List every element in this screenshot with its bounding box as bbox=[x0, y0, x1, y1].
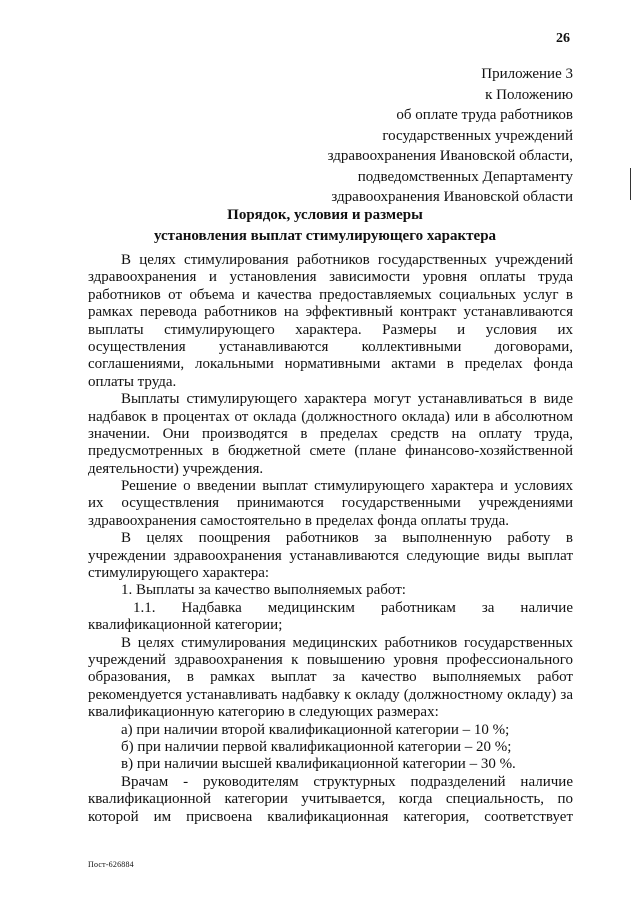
text-line: предусмотренных в бюджетной смете (плане финансово-хозяйственной bbox=[88, 443, 573, 460]
appendix-line: государственных учреждений bbox=[382, 127, 573, 144]
appendix-line: здравоохранения Ивановской области, bbox=[327, 148, 573, 164]
margin-mark bbox=[630, 168, 631, 200]
text-line: Выплаты стимулирующего характера могут устанавливаться в виде bbox=[121, 391, 573, 408]
text-line: квалификационной категории учитывается, когда специальность, по bbox=[88, 791, 573, 808]
text-line: деятельности) учреждения. bbox=[88, 460, 264, 477]
appendix-line: Приложение 3 bbox=[481, 66, 573, 82]
text-line: здравоохранения и установления зависимости уровня оплаты труда bbox=[88, 269, 573, 286]
text-line: соглашениями, локальными нормативными актами в пределах фонда bbox=[88, 356, 573, 373]
text-line: значении. Они производятся в пределах средств на оплату труда, bbox=[88, 425, 573, 442]
list-item: в) при наличии высшей квалификационной категории – 30 %. bbox=[121, 756, 516, 773]
title-line: установления выплат стимулирующего характера bbox=[153, 228, 497, 244]
appendix-line: подведомственных Департаменту bbox=[357, 168, 573, 185]
text-line: их осуществления принимаются государственными учреждениями bbox=[88, 495, 573, 512]
text-line: 1.1. Надбавка медицинским работникам за наличие bbox=[133, 599, 573, 616]
appendix-line: к Положению bbox=[485, 86, 573, 103]
text-line: квалификационную категорию в следующих размерах: bbox=[88, 704, 439, 721]
text-line: Решение о введении выплат стимулирующего характера и условиях bbox=[121, 478, 573, 495]
text-line: работников от объема и качества предоставляемых социальных услуг в bbox=[88, 286, 573, 303]
appendix-header bbox=[243, 64, 573, 208]
text-line: стимулирующего характера: bbox=[88, 565, 270, 582]
appendix-line: здравоохранения Ивановской области bbox=[331, 189, 573, 205]
text-line: В целях поощрения работников за выполненную работу в bbox=[121, 530, 573, 547]
text-line: осуществления устанавливаются коллективными договорами, bbox=[88, 338, 573, 355]
list-item: б) при наличии первой квалификационной категории – 20 %; bbox=[121, 738, 512, 755]
text-line: оплаты труда. bbox=[88, 373, 177, 390]
page-number: 26 bbox=[556, 31, 570, 46]
text-line: учреждений здравоохранения к повышению уровня профессионального bbox=[88, 651, 573, 668]
text-line: рамках перевода работников на эффективный контракт устанавливаются bbox=[88, 304, 573, 321]
text-line: образования, в рамках выплат за качество выполняемых работ bbox=[88, 669, 573, 686]
text-line: которой им присвоена квалификационная категория, соответствует bbox=[88, 808, 573, 825]
text-line: В целях стимулирования работников государственных учреждений bbox=[121, 252, 573, 268]
text-line: учреждении здравоохранения устанавливаются следующие виды выплат bbox=[88, 547, 573, 564]
body-text bbox=[88, 252, 573, 826]
list-item: а) при наличии второй квалификационной категории – 10 %; bbox=[121, 721, 510, 738]
text-line: здравоохранения самостоятельно в пределах фонда оплаты труда. bbox=[88, 512, 509, 529]
title-line: Порядок, условия и размеры bbox=[227, 207, 423, 223]
text-line: выплаты стимулирующего характера. Размеры и условия их bbox=[88, 321, 573, 338]
text-line: рекомендуется устанавливать надбавку к окладу (должностному окладу) за bbox=[88, 686, 573, 703]
document-title bbox=[90, 205, 560, 247]
appendix-line: об оплате труда работников bbox=[396, 107, 573, 123]
text-line: В целях стимулирования медицинских работников государственных bbox=[121, 634, 573, 651]
text-line: Врачам - руководителям структурных подразделений наличие bbox=[121, 773, 573, 790]
footer-code: Пост-626884 bbox=[88, 860, 134, 869]
text-line: 1. Выплаты за качество выполняемых работ: bbox=[121, 582, 406, 599]
text-line: надбавок в процентах от оклада (должностного оклада) или в абсолютном bbox=[88, 408, 573, 425]
text-line: квалификационной категории; bbox=[88, 617, 283, 634]
